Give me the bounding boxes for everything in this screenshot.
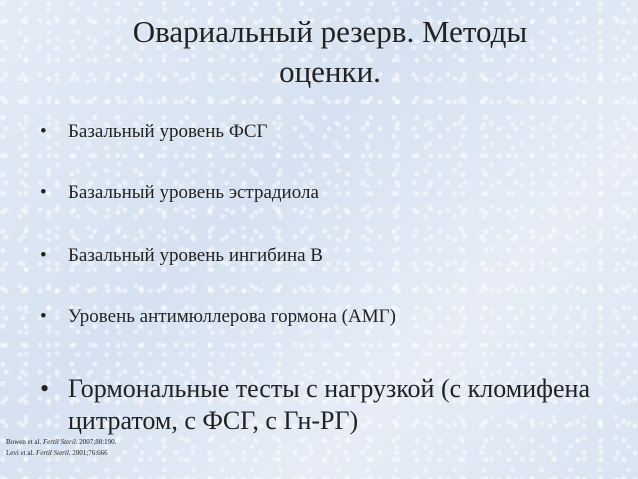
reference-line <box>6 437 116 448</box>
bullet-item <box>40 244 620 268</box>
slide-title: Овариальный резерв. Методы оценки. <box>132 14 528 89</box>
bullet-dot-icon: • <box>40 306 47 327</box>
bullet-text: Гормональные тесты с нагрузкой (с кломифена цитратом, с ФСГ, с Гн-РГ) <box>68 374 590 435</box>
bullet-item <box>40 181 620 205</box>
bullet-item <box>40 373 620 437</box>
bullet-text: Базальный уровень эстрадиола <box>68 182 319 203</box>
references <box>6 437 116 459</box>
bullet-text: Уровень антимюллерова гормона (АМГ) <box>68 306 396 327</box>
reference-journal: Fertil Steril. <box>35 449 71 457</box>
bullet-text: Базальный уровень ингибина В <box>68 245 323 266</box>
bullet-dot-icon: • <box>40 245 47 266</box>
bullet-item <box>40 120 620 144</box>
reference-journal: Fertil Steril. <box>42 438 78 446</box>
reference-citation: 2007;88:190. <box>79 438 117 446</box>
reference-citation: 2001;76:666 <box>72 449 108 457</box>
bullet-text: Базальный уровень ФСГ <box>68 121 268 142</box>
bullet-dot-icon: • <box>40 374 50 403</box>
bullet-dot-icon: • <box>40 182 47 203</box>
reference-authors: Levi et al. <box>6 449 35 457</box>
reference-authors: Bowen et al. <box>6 438 42 446</box>
bullet-dot-icon: • <box>40 121 47 142</box>
bullet-item <box>40 305 620 329</box>
reference-line <box>6 448 116 459</box>
